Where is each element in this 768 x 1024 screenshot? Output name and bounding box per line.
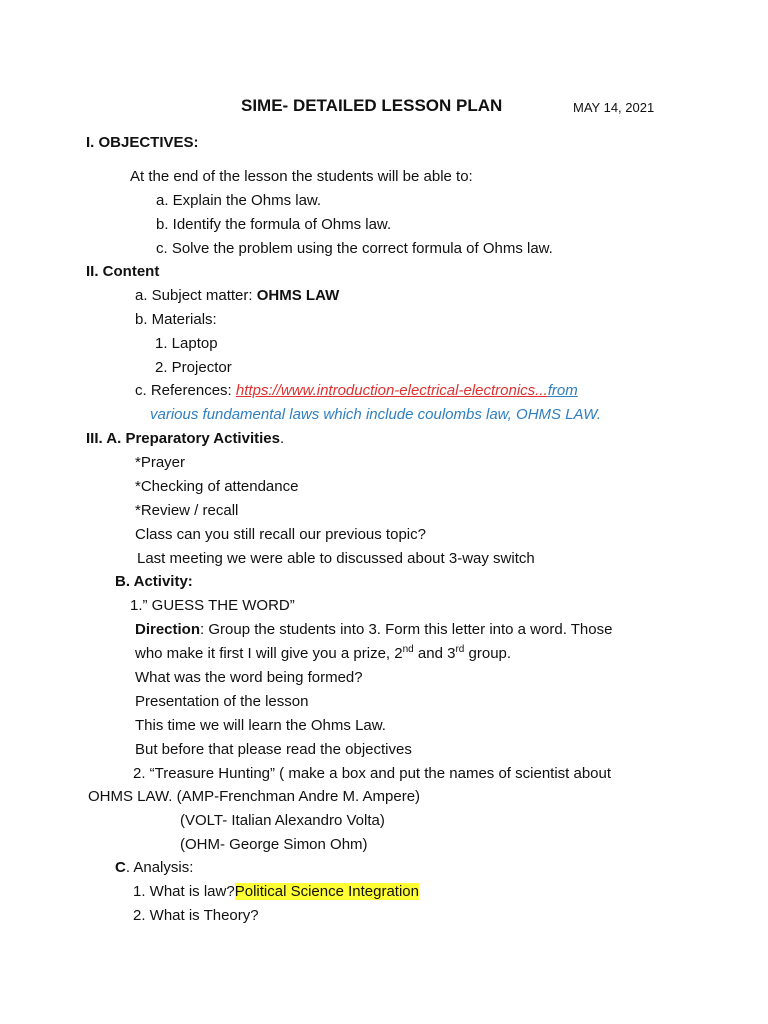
activity-direction-line2: [135, 644, 511, 664]
analysis-question-theory: 2. What is Theory?: [133, 907, 259, 924]
materials-label: b. Materials:: [135, 311, 217, 328]
activity-read-objectives: But before that please read the objectives: [135, 741, 412, 758]
preparatory-heading-period: .: [279, 430, 285, 447]
material-item-laptop: 1. Laptop: [155, 335, 218, 352]
analysis-question-law: [133, 882, 419, 902]
activity-game-treasure-hunting: 2. “Treasure Hunting” ( make a box and put the names of scientist about: [133, 765, 612, 782]
prep-item-prayer: *Prayer: [135, 454, 186, 471]
direction-line2-part-c: group.: [464, 645, 512, 662]
highlight-political-science: Political Science Integration: [234, 883, 419, 900]
preparatory-heading: [86, 429, 284, 449]
analysis-q1-text: 1. What is law?: [133, 883, 235, 900]
analysis-heading: [115, 858, 193, 878]
prep-item-review: *Review / recall: [135, 502, 239, 519]
scientist-ohm: (OHM- George Simon Ohm): [180, 836, 368, 853]
scientist-volta: (VOLT- Italian Alexandro Volta): [180, 812, 385, 829]
objective-item-a: a. Explain the Ohms law.: [156, 192, 322, 209]
references-label: c. References:: [135, 382, 236, 399]
activity-direction: [135, 620, 612, 640]
subject-matter-label: a. Subject matter:: [135, 287, 257, 304]
objective-item-b: b. Identify the formula of Ohms law.: [156, 216, 392, 233]
activity-game-guess-the-word: 1.” GUESS THE WORD”: [130, 597, 295, 614]
references-line: [135, 381, 578, 401]
activity-heading: B. Activity:: [115, 573, 193, 590]
page-title: SIME- DETAILED LESSON PLAN: [241, 96, 503, 115]
direction-text: : Group the students into 3. Form this letter into a word. Those: [200, 621, 613, 638]
prep-recall-question: Class can you still recall our previous topic?: [135, 526, 426, 543]
objectives-intro: At the end of the lesson the students will be able to:: [130, 168, 473, 185]
subject-matter-value: OHMS LAW: [256, 287, 340, 304]
subject-matter-line: [135, 286, 339, 306]
objective-item-c: c. Solve the problem using the correct formula of Ohms law.: [156, 240, 553, 257]
references-note: various fundamental laws which include coulombs law, OHMS LAW.: [150, 406, 602, 423]
preparatory-heading-label: III. A. Preparatory Activities: [86, 430, 280, 447]
prep-item-attendance: *Checking of attendance: [135, 478, 299, 495]
activity-word-question: What was the word being formed?: [135, 669, 363, 686]
prep-last-meeting: Last meeting we were able to discussed about 3-way switch: [137, 550, 535, 567]
activity-presentation: Presentation of the lesson: [135, 693, 309, 710]
superscript-rd: rd: [455, 644, 465, 655]
content-heading: II. Content: [86, 263, 160, 280]
references-from-link[interactable]: from: [547, 382, 578, 399]
objectives-heading: I. OBJECTIVES:: [86, 134, 199, 151]
analysis-heading-label: . Analysis:: [125, 859, 194, 876]
direction-line2-part-a: who make it first I will give you a prize, 2: [135, 645, 403, 662]
activity-treasure-line2: OHMS LAW. (AMP-Frenchman Andre M. Ampere): [88, 788, 421, 805]
material-item-projector: 2. Projector: [155, 359, 232, 376]
direction-label: Direction: [135, 621, 201, 638]
direction-line2-part-b: and 3: [413, 645, 456, 662]
activity-learn-ohms: This time we will learn the Ohms Law.: [135, 717, 386, 734]
lesson-date: MAY 14, 2021: [573, 100, 655, 115]
superscript-nd: nd: [402, 644, 414, 655]
analysis-heading-letter: C: [115, 859, 126, 876]
references-link[interactable]: https://www.introduction-electrical-electronics...: [235, 382, 548, 399]
